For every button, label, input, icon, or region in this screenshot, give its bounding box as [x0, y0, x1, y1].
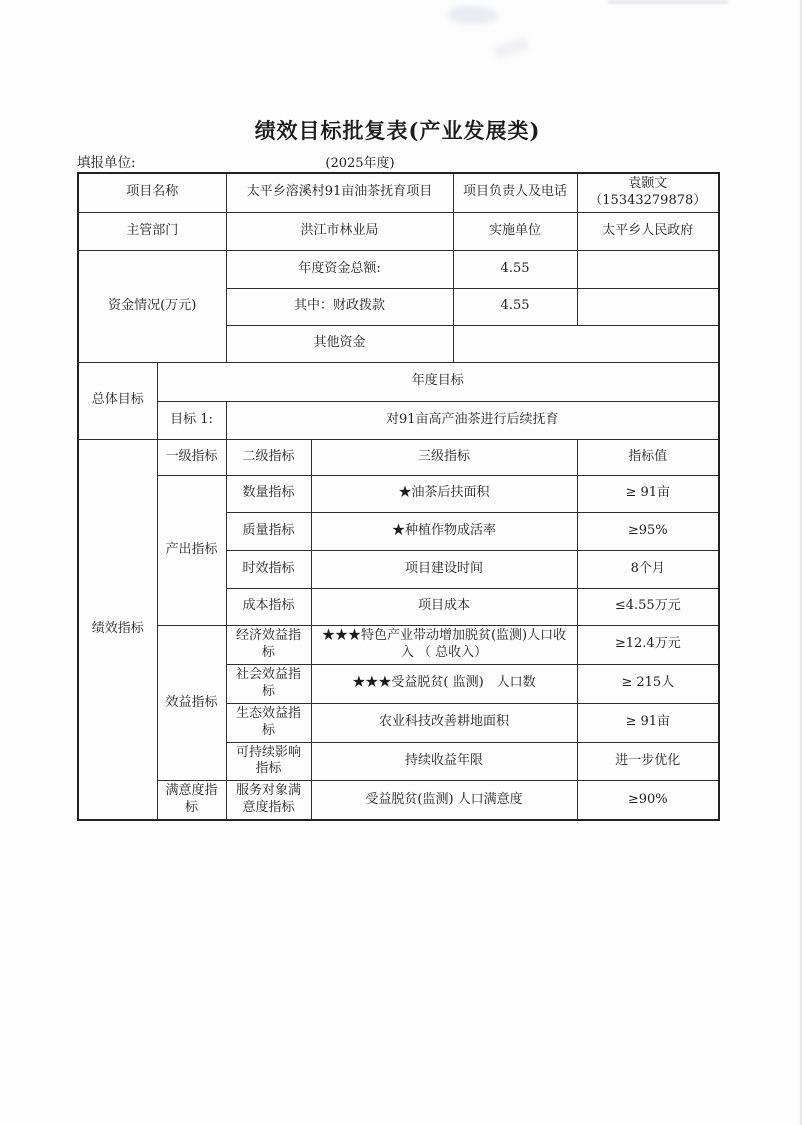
funding-label: 资金情况(万元): [78, 250, 226, 362]
value-cell: ≥90%: [577, 781, 719, 820]
level3-cell: ★★★特色产业带动增加脱贫(监测)人口收入 （ 总收入）: [311, 625, 577, 664]
header-level1: 一级指标: [157, 439, 226, 475]
value-cell: ≥ 91亩: [577, 703, 719, 742]
dept-label: 主管部门: [78, 212, 226, 250]
level3-cell: 项目建设时间: [311, 550, 577, 588]
level3-cell: 受益脱贫(监测) 人口满意度: [311, 781, 577, 820]
level2-cell: 社会效益指标: [226, 664, 311, 703]
funding-extra-cell: [577, 288, 719, 325]
header-level3: 三级指标: [311, 439, 577, 475]
table-row: [78, 625, 719, 664]
project-name-label: 项目名称: [78, 173, 226, 212]
level2-cell: 可持续影响指标: [226, 742, 311, 781]
year-label: (2025年度): [325, 156, 395, 171]
funding-item: 其中：财政拨款: [226, 288, 453, 325]
manager-value: [577, 173, 719, 212]
impl-label: 实施单位: [453, 212, 577, 250]
funding-value: 4.55: [453, 250, 577, 288]
level2-cell: 生态效益指标: [226, 703, 311, 742]
table-row: [78, 362, 719, 401]
header-value: 指标值: [577, 439, 719, 475]
table-row: [78, 401, 719, 439]
funding-value: 4.55: [453, 288, 577, 325]
value-cell: ≥12.4万元: [577, 625, 719, 664]
group-name: 产出指标: [157, 475, 226, 625]
level3-cell: ★★★受益脱贫( 监测) 人口数: [311, 664, 577, 703]
indicators-label: 绩效指标: [78, 439, 157, 820]
goal1-label: 目标 1:: [157, 401, 226, 439]
table-row: [78, 439, 719, 475]
goal1-text: 对91亩高产油茶进行后续抚育: [226, 401, 719, 439]
value-cell: 进一步优化: [577, 742, 719, 781]
level2-cell: 时效指标: [226, 550, 311, 588]
manager-name: 袁颢文: [628, 176, 668, 191]
level2-cell: 经济效益指标: [226, 625, 311, 664]
dept-value: 洪江市林业局: [226, 212, 453, 250]
manager-label: 项目负责人及电话: [453, 173, 577, 212]
level2-cell: 数量指标: [226, 475, 311, 512]
performance-target-table: [77, 172, 720, 821]
level3-cell: 农业科技改善耕地面积: [311, 703, 577, 742]
level2-cell: 服务对象满意度指标: [226, 781, 311, 820]
document-title: 绩效目标批复表(产业发展类): [254, 118, 541, 143]
value-cell: ≥ 91亩: [577, 475, 719, 512]
value-cell: ≥95%: [577, 512, 719, 550]
group-name: 满意度指标: [157, 781, 226, 820]
funding-value: [453, 325, 719, 362]
form-unit-label: 填报单位:: [77, 155, 136, 171]
scan-smudge: [493, 37, 529, 59]
header-level2: 二级指标: [226, 439, 311, 475]
table-row: [78, 212, 719, 250]
scan-smudge: [608, 0, 728, 4]
table-row: [78, 781, 719, 820]
table-row: [78, 250, 719, 288]
level3-cell: 持续收益年限: [311, 742, 577, 781]
overall-goal-label: 总体目标: [78, 362, 157, 439]
value-cell: ≥ 215人: [577, 664, 719, 703]
level3-cell: ★种植作物成活率: [311, 512, 577, 550]
funding-extra-cell: [577, 250, 719, 288]
value-cell: 8个月: [577, 550, 719, 588]
table-row: [78, 475, 719, 512]
table-row: [78, 173, 719, 212]
scan-smudge: [448, 6, 498, 24]
manager-phone: （15343279878）: [589, 192, 707, 208]
group-name: 效益指标: [157, 625, 226, 781]
annual-goal-header: 年度目标: [157, 362, 719, 401]
level3-cell: ★油茶后扶面积: [311, 475, 577, 512]
project-name-value: 太平乡溶溪村91亩油茶抚育项目: [226, 173, 453, 212]
impl-value: 太平乡人民政府: [577, 212, 719, 250]
level3-cell: 项目成本: [311, 588, 577, 625]
value-cell: ≤4.55万元: [577, 588, 719, 625]
level2-cell: 质量指标: [226, 512, 311, 550]
level2-cell: 成本指标: [226, 588, 311, 625]
funding-item: 其他资金: [226, 325, 453, 362]
funding-item: 年度资金总额:: [226, 250, 453, 288]
